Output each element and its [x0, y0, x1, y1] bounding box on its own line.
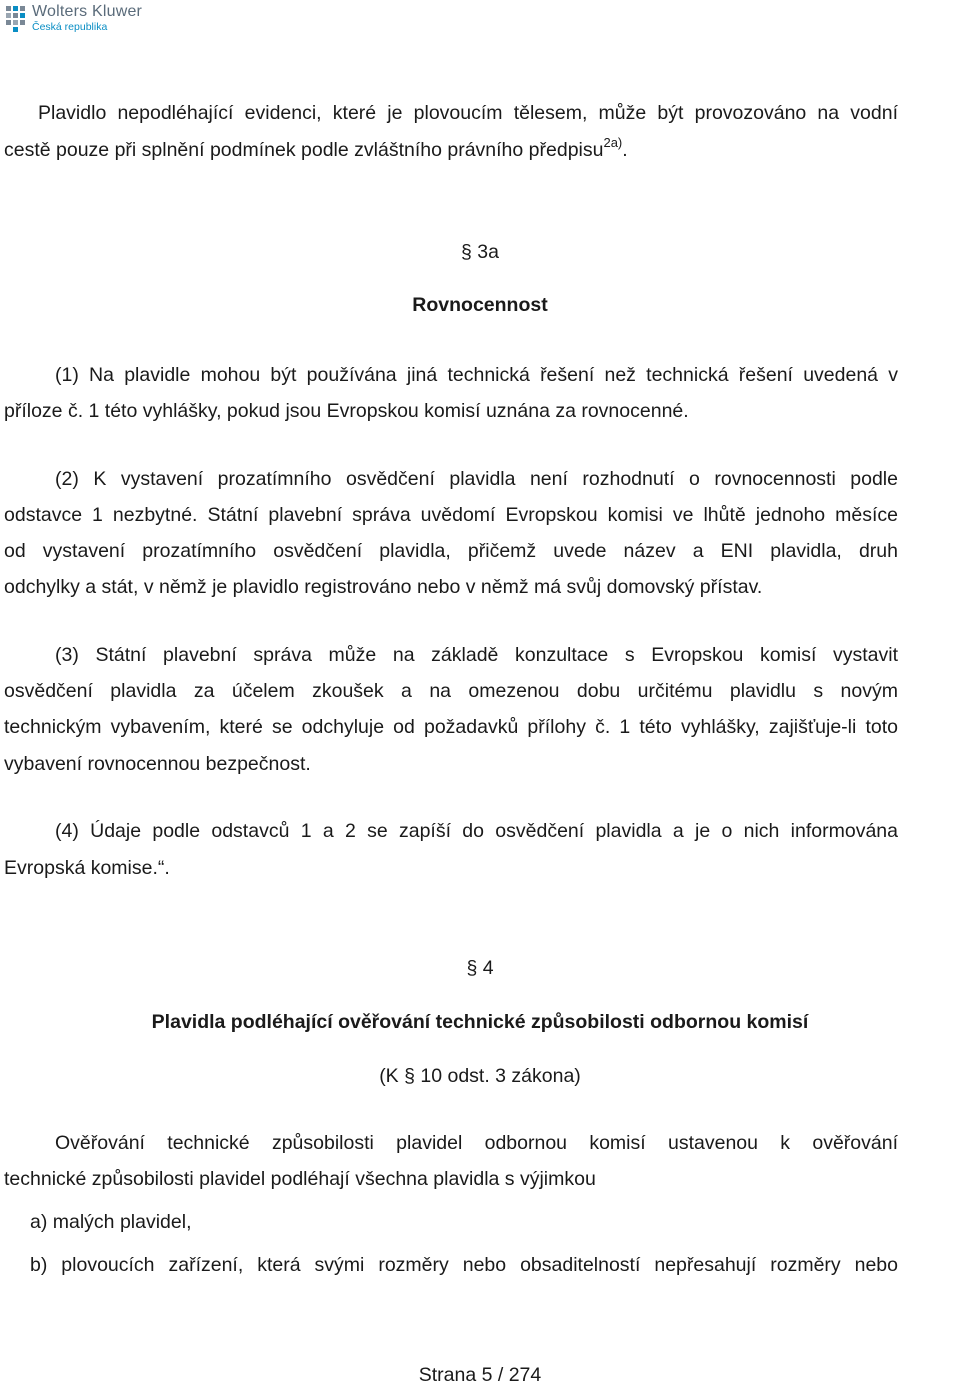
list-item-b: b) plovoucích zařízení, která svými rozměry nebo obsaditelností nepřesahují rozměry nebo: [30, 1254, 898, 1276]
intro-line-2-text: cestě pouze při splnění podmínek podle zvláštního právního předpisu: [4, 139, 604, 161]
section-3a-title: Rovnocennost: [412, 294, 548, 316]
page-number: Strana 5 / 274: [418, 1364, 542, 1386]
section-3a-p2-line-4: odchylky a stát, v němž je plavidlo registrováno nebo v němž má svůj domovský přístav.: [4, 576, 763, 598]
list-item-a: a) malých plavidel,: [30, 1211, 192, 1233]
section-3a-p1-line-1: (1) Na plavidle mohou být používána jiná technická řešení než technická řešení uvedená v: [55, 364, 898, 386]
wolters-kluwer-logo-icon: [4, 4, 28, 34]
section-3a-number: § 3a: [461, 241, 499, 263]
section-4-number: § 4: [466, 957, 494, 979]
section-4-p1-line-2: technické způsobilosti plavidel podléhají všechna plavidla s výjimkou: [4, 1168, 596, 1190]
section-3a-p1-line-2: příloze č. 1 této vyhlášky, pokud jsou Evropskou komisí uznána za rovnocenné.: [4, 400, 689, 422]
section-3a-p3-line-3: technickým vybavením, které se odchyluje od požadavků přílohy č. 1 této vyhlášky, zajišťuje-li toto: [4, 716, 898, 738]
section-3a-p3-line-1: (3) Státní plavební správa může na základě konzultace s Evropskou komisí vystavit: [55, 644, 898, 666]
intro-line-2-end: .: [622, 139, 628, 161]
section-3a-p3-line-2: osvědčení plavidla za účelem zkoušek a na omezenou dobu určitému plavidlu s novým: [4, 680, 898, 702]
section-3a-p4-line-1: (4) Údaje podle odstavců 1 a 2 se zapíší do osvědčení plavidla a je o nich informována: [55, 820, 898, 842]
section-3a-p2-line-3: od vystavení prozatímního osvědčení plavidla, přičemž uvede název a ENI plavidla, druh: [4, 540, 898, 562]
logo-subtitle: Česká republika: [32, 21, 108, 33]
section-4-p1-line-1: Ověřování technické způsobilosti plavidel odbornou komisí ustavenou k ověřování: [55, 1132, 898, 1154]
section-3a-p2-line-1: (2) K vystavení prozatímního osvědčení plavidla není rozhodnutí o rovnocennosti podle: [55, 468, 898, 490]
publisher-logo: [4, 4, 142, 34]
logo-brand: Wolters Kluwer: [32, 3, 143, 20]
footnote-ref[interactable]: 2a): [603, 135, 623, 150]
section-4-title: Plavidla podléhající ověřování technické způsobilosti odbornou komisí: [151, 1011, 809, 1033]
intro-line-1: Plavidlo nepodléhající evidenci, které je plovoucím tělesem, může být provozováno na vodní: [38, 102, 898, 124]
section-4-reference: (K § 10 odst. 3 zákona): [379, 1065, 581, 1087]
section-3a-p3-line-4: vybavení rovnocennou bezpečnost.: [4, 753, 311, 775]
section-3a-p2-line-2: odstavce 1 nezbytné. Státní plavební správa uvědomí Evropskou komisi ve lhůtě jednoho měsíce: [4, 504, 898, 526]
section-3a-p4-line-2: Evropská komise.“.: [4, 857, 170, 879]
intro-line-2: [4, 135, 628, 161]
